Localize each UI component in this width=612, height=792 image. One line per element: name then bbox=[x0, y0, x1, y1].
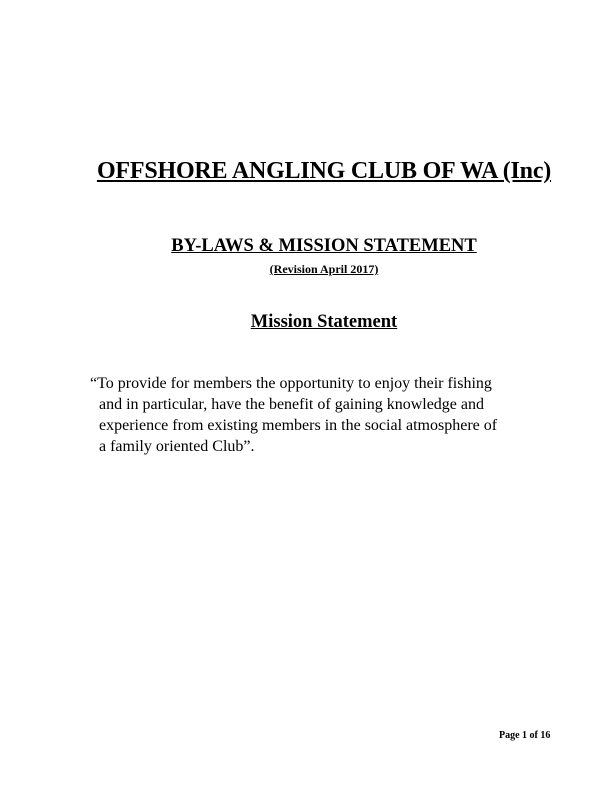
mission-line: and in particular, have the benefit of gaining knowledge and bbox=[99, 396, 484, 413]
mission-line: a family oriented Club”. bbox=[99, 438, 255, 455]
mission-line: “To provide for members the opportunity to enjoy their fishing bbox=[90, 375, 492, 392]
document-title: OFFSHORE ANGLING CLUB OF WA (Inc) bbox=[96, 158, 552, 184]
document-subtitle: BY-LAWS & MISSION STATEMENT bbox=[171, 236, 477, 256]
section-heading-mission-statement: Mission Statement bbox=[250, 312, 398, 332]
page-number: Page 1 of 16 bbox=[499, 730, 551, 741]
mission-line: experience from existing members in the social atmosphere of bbox=[99, 417, 498, 434]
mission-statement-paragraph bbox=[90, 373, 560, 457]
revision-note: (Revision April 2017) bbox=[269, 262, 379, 276]
